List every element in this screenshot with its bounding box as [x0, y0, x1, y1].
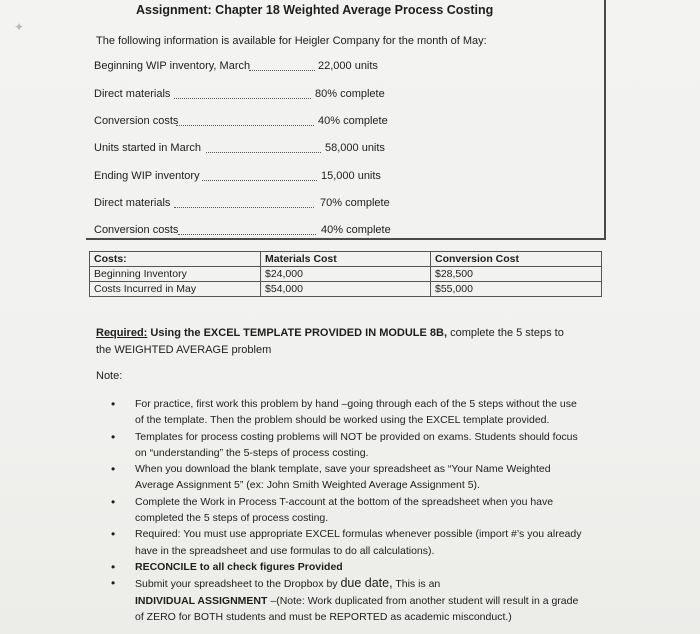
list-item-text: Complete the Work in Process T-account at the bottom of the spreadsheet when you have completed the 5 steps of process costing.: [135, 495, 554, 525]
page-mark-icon: ✦: [14, 20, 25, 34]
data-row-value: 15,000 units: [321, 170, 381, 182]
costs-table: [89, 251, 602, 297]
list-item: [108, 461, 588, 494]
data-row: [94, 170, 394, 186]
list-item: [108, 429, 588, 462]
table-cell: $24,000: [261, 267, 431, 282]
intro-text: The following information is available for Heigler Company for the month of May:: [96, 35, 487, 47]
data-row-value: 22,000 units: [318, 60, 378, 72]
bullet-icon: •: [111, 559, 116, 574]
list-item: [108, 396, 588, 429]
required-bold-text: Using the EXCEL TEMPLATE PROVIDED IN MODULE 8B,: [150, 327, 448, 339]
data-row-value: 70% complete: [320, 197, 390, 209]
required-label: Required:: [96, 327, 148, 339]
list-item: [108, 559, 588, 575]
data-row: [94, 115, 394, 131]
bullet-icon: •: [111, 494, 116, 509]
required-statement: [96, 325, 566, 359]
list-item-text: For practice, first work this problem by hand –going through each of the 5 steps without the use of the template. Then the problem should be worked using the EXCEL template provided.: [135, 398, 577, 427]
list-item-text: Required: You must use appropriate EXCEL formulas whenever possible (import #’s you already have in the spreadsheet and use formulas to do all calculations).: [135, 528, 582, 557]
bullet-icon: •: [111, 462, 116, 477]
table-header-cell: Conversion Cost: [431, 252, 602, 267]
bullet-icon: •: [111, 527, 116, 542]
data-row-value: 40% complete: [321, 224, 391, 236]
table-header-cell: Materials Cost: [261, 252, 431, 267]
data-row-label: Units started in March: [94, 142, 201, 154]
table-cell: $54,000: [261, 282, 431, 297]
data-row-label: Conversion costs: [94, 224, 179, 236]
data-row-label: Ending WIP inventory: [94, 170, 200, 182]
data-row-label: Conversion costs: [94, 115, 179, 127]
table-cell: $28,500: [431, 267, 602, 282]
submit-text: Submit your spreadsheet to the Dropbox by: [135, 578, 338, 591]
table-cell: $55,000: [431, 282, 602, 297]
bullet-icon: •: [111, 576, 116, 591]
data-row: [94, 88, 394, 104]
data-row: [94, 197, 394, 213]
required-text: complete the 5 steps to the WEIGHTED AVERAGE problem: [96, 327, 564, 356]
submit-text-2: This is an: [395, 578, 441, 591]
notes-list: [108, 396, 588, 625]
data-row: [94, 142, 394, 158]
table-cell: Beginning Inventory: [90, 267, 261, 282]
table-header-row: [90, 252, 602, 267]
data-row-value: 58,000 units: [325, 142, 385, 154]
table-header-cell: Costs:: [90, 252, 261, 267]
bullet-icon: •: [111, 429, 116, 444]
data-row-label: Beginning WIP inventory, March: [94, 60, 251, 72]
list-item-text: RECONCILE to all check figures Provided: [135, 560, 343, 573]
list-item-text: Templates for process costing problems will NOT be provided on exams. Students should focus on “understanding” the 5-steps of process costing.: [135, 430, 578, 459]
misconduct-text: –(Note: Work duplicated from another student will result in a grade of ZERO for BOTH students and must be REPORTED as academic misconduct.): [135, 594, 579, 623]
list-item: [108, 494, 588, 527]
note-label: Note:: [96, 370, 123, 382]
table-row: [90, 282, 602, 297]
individual-assignment-text: INDIVIDUAL ASSIGNMENT: [135, 594, 268, 607]
data-row-value: 40% complete: [318, 115, 388, 127]
data-row-label: Direct materials: [94, 197, 171, 209]
data-row-label: Direct materials: [94, 88, 171, 100]
list-item: [108, 526, 588, 559]
table-row: [90, 267, 602, 282]
data-row: [94, 224, 394, 240]
list-item: [108, 575, 588, 625]
table-cell: Costs Incurred in May: [90, 282, 261, 297]
assignment-title: Assignment: Chapter 18 Weighted Average Process Costing: [136, 3, 494, 17]
list-item-text: When you download the blank template, save your spreadsheet as “Your Name Weighted Average Assignment 5” (ex: John Smith Weighted Average Assignment 5).: [135, 463, 551, 492]
data-row-value: 80% complete: [315, 88, 385, 100]
data-row: [94, 60, 394, 76]
due-date-text: due date,: [340, 576, 393, 591]
bullet-icon: •: [111, 397, 116, 411]
